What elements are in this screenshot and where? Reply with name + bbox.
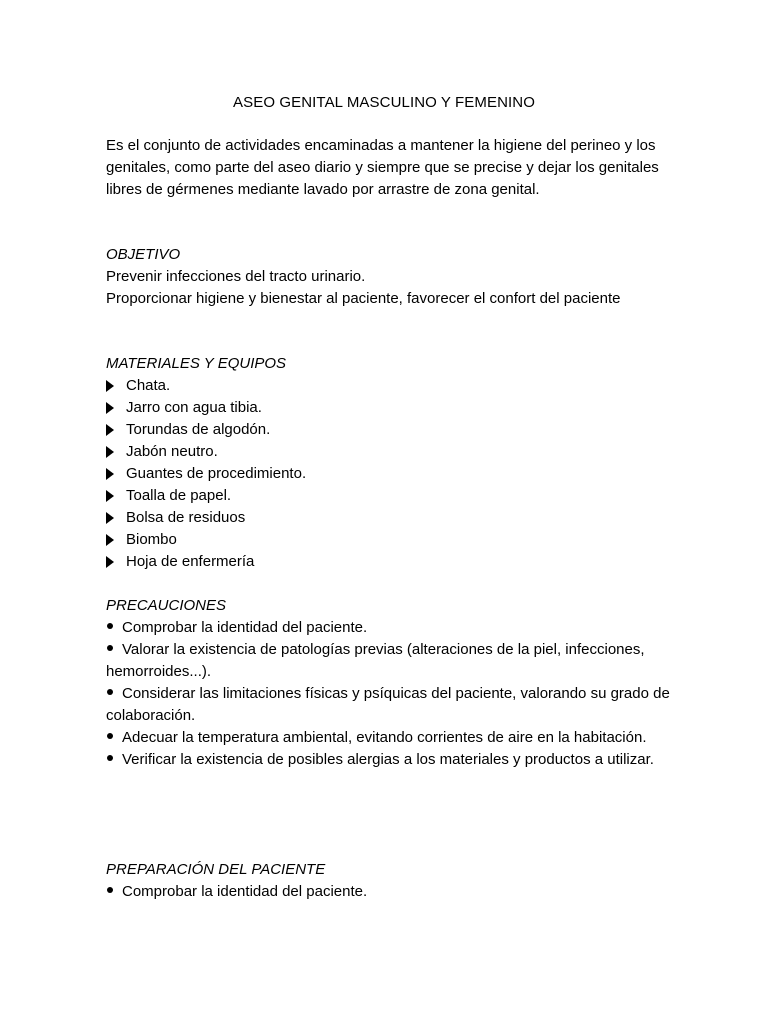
list-item xyxy=(106,683,676,727)
triangle-bullet-icon xyxy=(106,402,114,414)
preparation-heading: PREPARACIÓN DEL PACIENTE xyxy=(106,861,326,878)
material-label: Hoja de enfermería xyxy=(126,553,255,570)
triangle-bullet-icon xyxy=(106,446,114,458)
precaution-text: Adecuar la temperatura ambiental, evitando corrientes de aire en la habitación. xyxy=(122,729,647,746)
precaution-text: Verificar la existencia de posibles alergias a los materiales y productos a utilizar. xyxy=(122,751,654,768)
list-item xyxy=(106,375,676,397)
preparation-list xyxy=(106,881,676,903)
list-item xyxy=(106,463,676,485)
material-label: Jarro con agua tibia. xyxy=(126,399,262,416)
bullet-dot-icon xyxy=(107,733,113,739)
list-item xyxy=(106,529,676,551)
triangle-bullet-icon xyxy=(106,534,114,546)
precaution-text: Comprobar la identidad del paciente. xyxy=(122,619,368,636)
material-label: Biombo xyxy=(126,531,177,548)
precautions-heading: PRECAUCIONES xyxy=(106,597,227,614)
preparation-text: Comprobar la identidad del paciente. xyxy=(122,883,368,900)
bullet-dot-icon xyxy=(107,755,113,761)
bullet-dot-icon xyxy=(107,645,113,651)
triangle-bullet-icon xyxy=(106,424,114,436)
list-item xyxy=(106,617,676,639)
list-item xyxy=(106,749,676,771)
list-item xyxy=(106,881,676,903)
objective-heading: OBJETIVO xyxy=(106,246,181,263)
materials-section xyxy=(106,353,676,573)
document-title: ASEO GENITAL MASCULINO Y FEMENINO xyxy=(233,94,535,111)
triangle-bullet-icon xyxy=(106,380,114,392)
material-label: Guantes de procedimiento. xyxy=(126,465,307,482)
material-label: Bolsa de residuos xyxy=(126,509,246,526)
list-item xyxy=(106,507,676,529)
list-item xyxy=(106,419,676,441)
material-label: Chata. xyxy=(126,377,171,394)
objective-line: Prevenir infecciones del tracto urinario. xyxy=(106,268,366,285)
list-item xyxy=(106,441,676,463)
objective-section xyxy=(106,244,676,310)
objective-line: Proporcionar higiene y bienestar al paciente, favorecer el confort del paciente xyxy=(106,290,621,307)
list-item xyxy=(106,639,676,683)
materials-list xyxy=(106,375,676,573)
materials-heading: MATERIALES Y EQUIPOS xyxy=(106,355,287,372)
preparation-section xyxy=(106,859,676,903)
triangle-bullet-icon xyxy=(106,556,114,568)
material-label: Toalla de papel. xyxy=(126,487,232,504)
bullet-dot-icon xyxy=(107,689,113,695)
bullet-dot-icon xyxy=(107,623,113,629)
precautions-list xyxy=(106,617,676,771)
list-item xyxy=(106,551,676,573)
precaution-text: Considerar las limitaciones físicas y psíquicas del paciente, valorando su grado de colaboración. xyxy=(106,685,670,724)
triangle-bullet-icon xyxy=(106,512,114,524)
list-item xyxy=(106,397,676,419)
list-item xyxy=(106,485,676,507)
precautions-section xyxy=(106,595,676,771)
precaution-text: Valorar la existencia de patologías previas (alteraciones de la piel, infecciones, hemorroides...). xyxy=(106,641,645,680)
triangle-bullet-icon xyxy=(106,468,114,480)
list-item xyxy=(106,727,676,749)
material-label: Torundas de algodón. xyxy=(126,421,271,438)
triangle-bullet-icon xyxy=(106,490,114,502)
intro-paragraph: Es el conjunto de actividades encaminadas a mantener la higiene del perineo y los genitales, como parte del aseo diario y siempre que se precise y dejar los genitales libres de gérmenes mediante lavado por arrastre de zona genital. xyxy=(106,137,659,198)
bullet-dot-icon xyxy=(107,887,113,893)
material-label: Jabón neutro. xyxy=(126,443,218,460)
